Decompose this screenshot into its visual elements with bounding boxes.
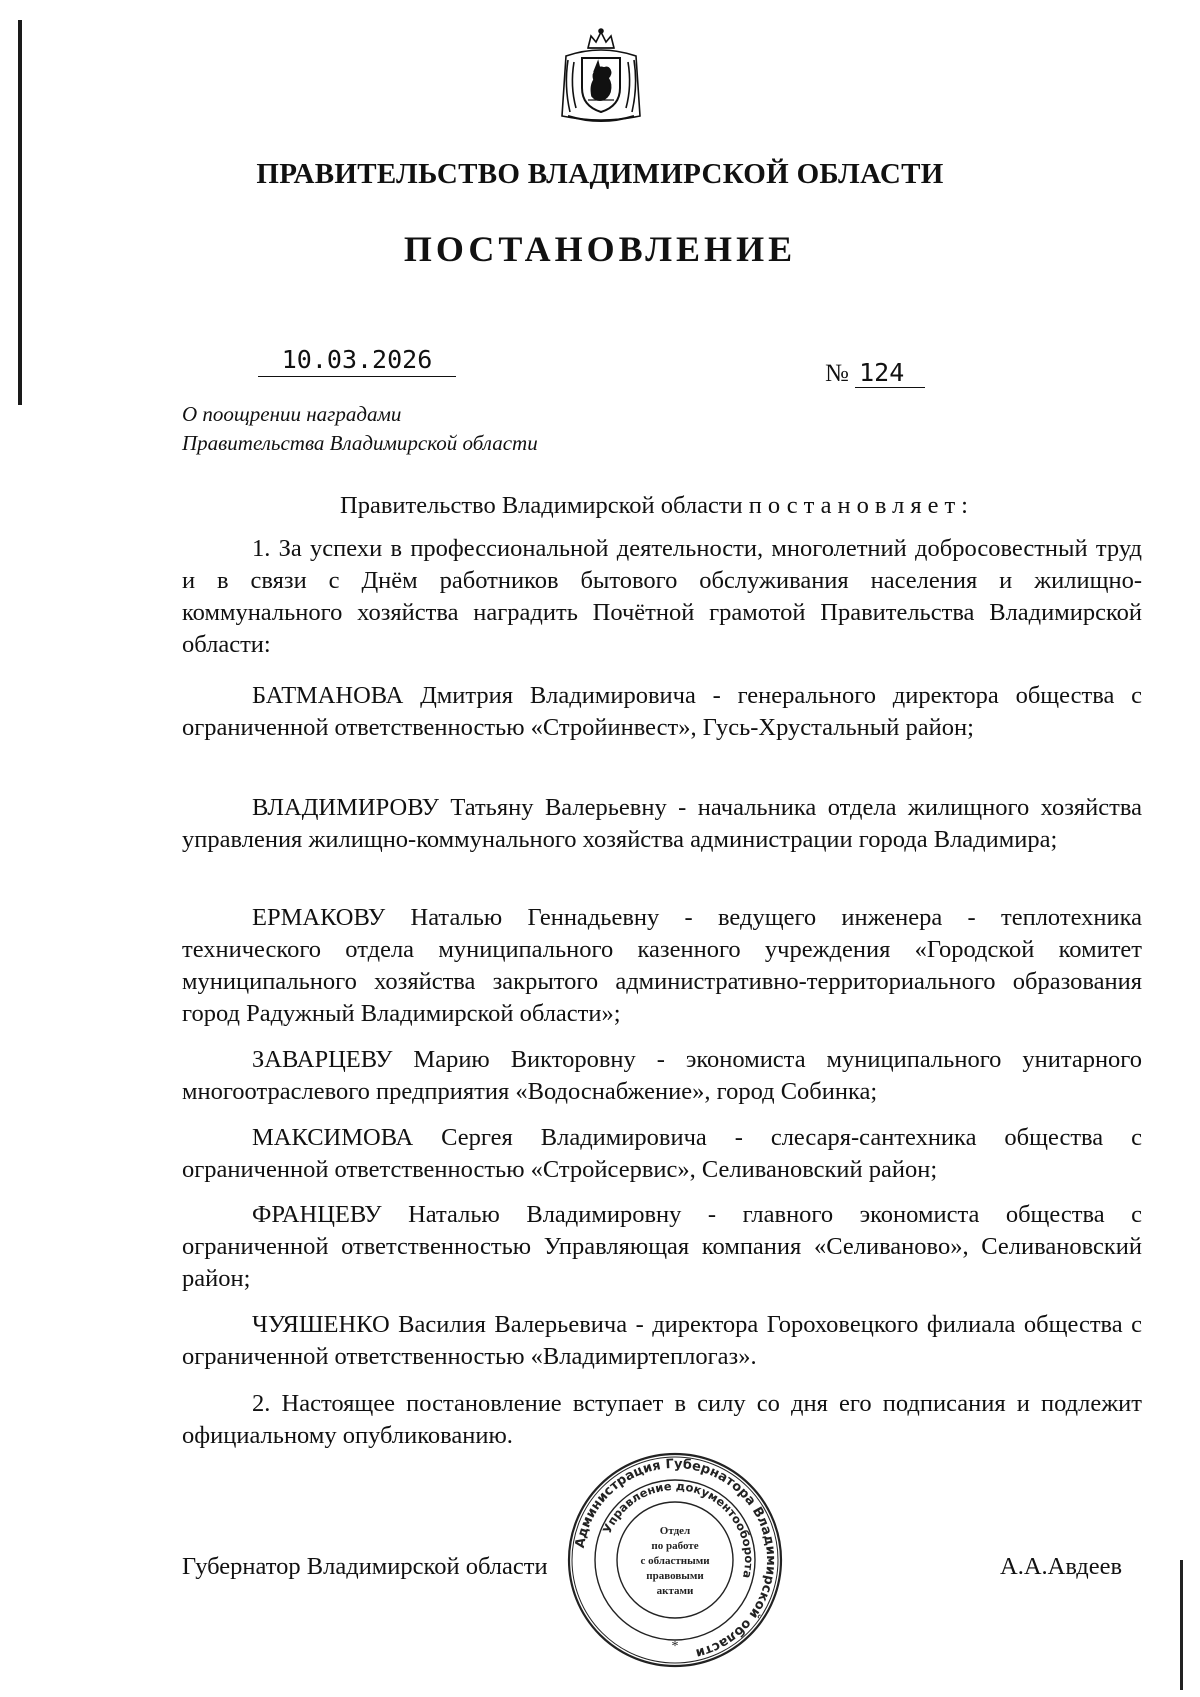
subject-line: Правительства Владимирской области [182, 431, 538, 455]
signatory-position: Губернатор Владимирской области [182, 1553, 548, 1580]
preamble-text: Правительство Владимирской области [340, 492, 743, 519]
body-paragraph [182, 902, 1142, 1030]
body-paragraph [182, 1309, 1142, 1373]
stamp-star-icon: * [671, 1639, 679, 1654]
document-date: 10.03.2026 [258, 345, 456, 377]
stamp-center-line: по работе [651, 1540, 699, 1552]
stamp-center-line: актами [656, 1585, 694, 1597]
number-sign: № [825, 360, 849, 387]
paragraph-text: 2. Настоящее постановление вступает в силу со дня его подписания и подлежит официальному опубликованию. [182, 1390, 1142, 1449]
paragraph-text: МАКСИМОВА Сергея Владимировича - слесаря-сантехника общества с ограниченной ответственностью «Стройсервис», Селивановский район; [182, 1124, 1142, 1183]
stamp-center-line: Отдел [659, 1525, 691, 1537]
document-number-block [825, 358, 925, 388]
stamp-outer-text: Администрация Губернатора Владимирской области [572, 1456, 779, 1661]
paragraph-text: ЕРМАКОВУ Наталью Геннадьевну - ведущего инженера - теплотехника технического отдела муниципального казенного учреждения «Городской комитет муниципального хозяйства закрытого административно-территориального образования город Радужный Владимирской области»; [182, 904, 1142, 1027]
body-paragraph [182, 1199, 1142, 1295]
paragraph-text: ВЛАДИМИРОВУ Татьяну Валерьевну - начальника отдела жилищного хозяйства управления жилищно-коммунального хозяйства администрации города Владимира; [182, 794, 1142, 853]
preamble [340, 492, 974, 520]
paragraph-text: ФРАНЦЕВУ Наталью Владимировну - главного экономиста общества с ограниченной ответственностью Управляющая компания «Селиваново», Селивановский район; [182, 1201, 1142, 1292]
subject-line: О поощрении наградами [182, 402, 402, 426]
coat-of-arms-emblem [558, 26, 644, 126]
scan-edge-mark [1180, 1560, 1183, 1690]
stamp-inner-text: Управление документооборота [599, 1478, 757, 1580]
document-number: 124 [855, 358, 925, 388]
preamble-action: постановляет: [748, 492, 974, 519]
official-stamp [565, 1450, 785, 1670]
scan-edge-mark [18, 20, 22, 405]
body-paragraph [182, 680, 1142, 744]
body-paragraph [182, 792, 1142, 856]
body-paragraph [182, 533, 1142, 661]
paragraph-text: ЗАВАРЦЕВУ Марию Викторовну - экономиста муниципального унитарного многоотраслевого предприятия «Водоснабжение», город Собинка; [182, 1046, 1142, 1105]
stamp-center-line: с областными [640, 1555, 710, 1567]
paragraph-text: 1. За успехи в профессиональной деятельности, многолетний добросовестный труд и в связи с Днём работников бытового обслуживания населения и жилищно-коммунального хозяйства наградить Почётной грамотой Правительства Владимирской области: [182, 535, 1142, 658]
document-type-title: ПОСТАНОВЛЕНИЕ [403, 229, 797, 269]
paragraph-text: ЧУЯШЕНКО Василия Валерьевича - директора Гороховецкого филиала общества с ограниченной ответственностью «Владимиртеплогаз». [182, 1311, 1142, 1370]
body-paragraph [182, 1388, 1142, 1452]
body-paragraph [182, 1044, 1142, 1108]
document-subject [182, 400, 538, 458]
stamp-center-line: правовыми [646, 1570, 704, 1582]
signatory-name: А.А.Авдеев [1000, 1553, 1123, 1580]
paragraph-text: БАТМАНОВА Дмитрия Владимировича - генерального директора общества с ограниченной ответственностью «Стройинвест», Гусь-Хрустальный район; [182, 682, 1142, 741]
organization-title: ПРАВИТЕЛЬСТВО ВЛАДИМИРСКОЙ ОБЛАСТИ [256, 158, 944, 190]
body-paragraph [182, 1122, 1142, 1186]
